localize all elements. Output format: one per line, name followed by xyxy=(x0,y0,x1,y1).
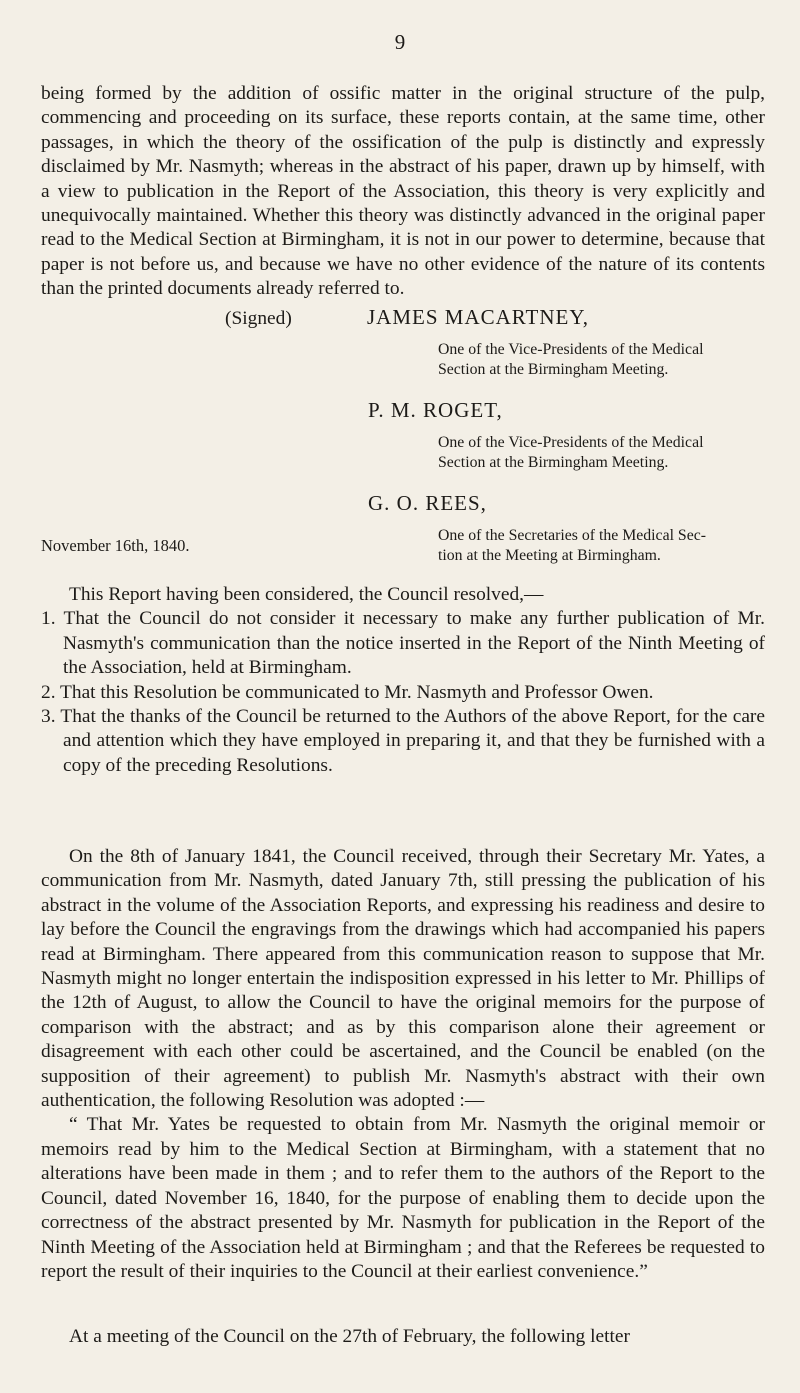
january-section xyxy=(41,845,765,1284)
page-number: 9 xyxy=(394,30,406,54)
closing-line-text: At a meeting of the Council on the 27th of February, the following letter xyxy=(69,1326,630,1347)
opening-paragraph xyxy=(41,82,765,302)
signatory-role-line: One of the Vice-Presidents of the Medical xyxy=(438,341,704,358)
signatory-name: P. M. ROGET, xyxy=(368,398,503,422)
signatory-role xyxy=(438,526,706,566)
signatory-name: JAMES MACARTNEY, xyxy=(367,305,590,329)
resolution-item: 3. That the thanks of the Council be returned to the Authors of the above Report, for the care and attention which they have employed in preparing it, and that they be furnished with a copy of the preceding Resolutions. xyxy=(41,706,765,776)
signatory-role-line: tion at the Meeting at Birmingham. xyxy=(438,547,661,564)
resolution-item: 2. That this Resolution be communicated to Mr. Nasmyth and Professor Owen. xyxy=(41,681,654,703)
report-date: November 16th, 1840. xyxy=(41,536,190,555)
resolution-quote: “ That Mr. Yates be requested to obtain from Mr. Nasmyth the original memoir or memoirs read by him to the Medical Section at Birmingham, with a statement that no alterations have been made in them ; and to refer them to the authors of the Report to the Council, dated November 16, 1840, for the purpose of enabling them to decide upon the correctness of the abstract presented by Mr. Nasmyth for publication in the Report of the Ninth Meeting of the Association held at Birmingham ; and that the Referees be requested to report the result of their inquiries to the Council at their earliest convenience.” xyxy=(41,1114,765,1282)
signatory-role-line: One of the Secretaries of the Medical Sec- xyxy=(438,527,706,544)
council-intro: This Report having been considered, the Council resolved,— xyxy=(69,584,544,605)
signatory-role xyxy=(438,433,703,473)
signatory-role-line: Section at the Birmingham Meeting. xyxy=(438,454,669,471)
signed-label: (Signed) xyxy=(225,308,292,329)
closing-line xyxy=(41,1325,765,1349)
council-resolutions xyxy=(41,583,765,778)
january-paragraph: On the 8th of January 1841, the Council received, through their Secretary Mr. Yates, a communication from Mr. Nasmyth, dated January 7th, still pressing the publication of his abstract in the volume of the Association Reports, and expressing his readiness and desire to lay before the Council the engravings from the drawings which had accompanied his papers read at Birmingham. There appeared from this communication reason to suppose that Mr. Nasmyth might no longer entertain the indisposition expressed in his letter to Mr. Phillips of the 12th of August, to allow the Council to have the original memoirs for the purpose of comparison with the abstract; and as by this comparison alone their agreement or disagreement with each other could be ascertained, and the Council be enabled (on the supposition of their agreement) to publish Mr. Nasmyth's abstract with their own authentication, the following Resolution was adopted :— xyxy=(41,846,765,1112)
resolution-item: 1. That the Council do not consider it necessary to make any further publication of Mr. Nasmyth's communication than the notice inserted in the Report of the Ninth Meeting of the Association, held at Birmingham. xyxy=(41,608,765,679)
signatory-role-line: Section at the Birmingham Meeting. xyxy=(438,361,669,378)
signatory-name: G. O. REES, xyxy=(368,491,487,515)
opening-paragraph-text: being formed by the addition of ossific matter in the original structure of the pulp, commencing and proceeding on its surface, these reports contain, at the same time, other passages, in which the theory of the ossification of the pulp is distinctly and expressly disclaimed by Mr. Nasmyth; whereas in the abstract of his paper, drawn up by himself, with a view to publication in the Report of the Association, this theory is very explicitly and unequivocally maintained. Whether this theory was distinctly advanced in the original paper read to the Medical Section at Birmingham, it is not in our power to determine, because that paper is not before us, and because we have no other evidence of the nature of its contents than the printed documents already referred to. xyxy=(41,83,765,300)
signatory-role-line: One of the Vice-Presidents of the Medical xyxy=(438,434,704,451)
signatory-role xyxy=(438,340,703,380)
